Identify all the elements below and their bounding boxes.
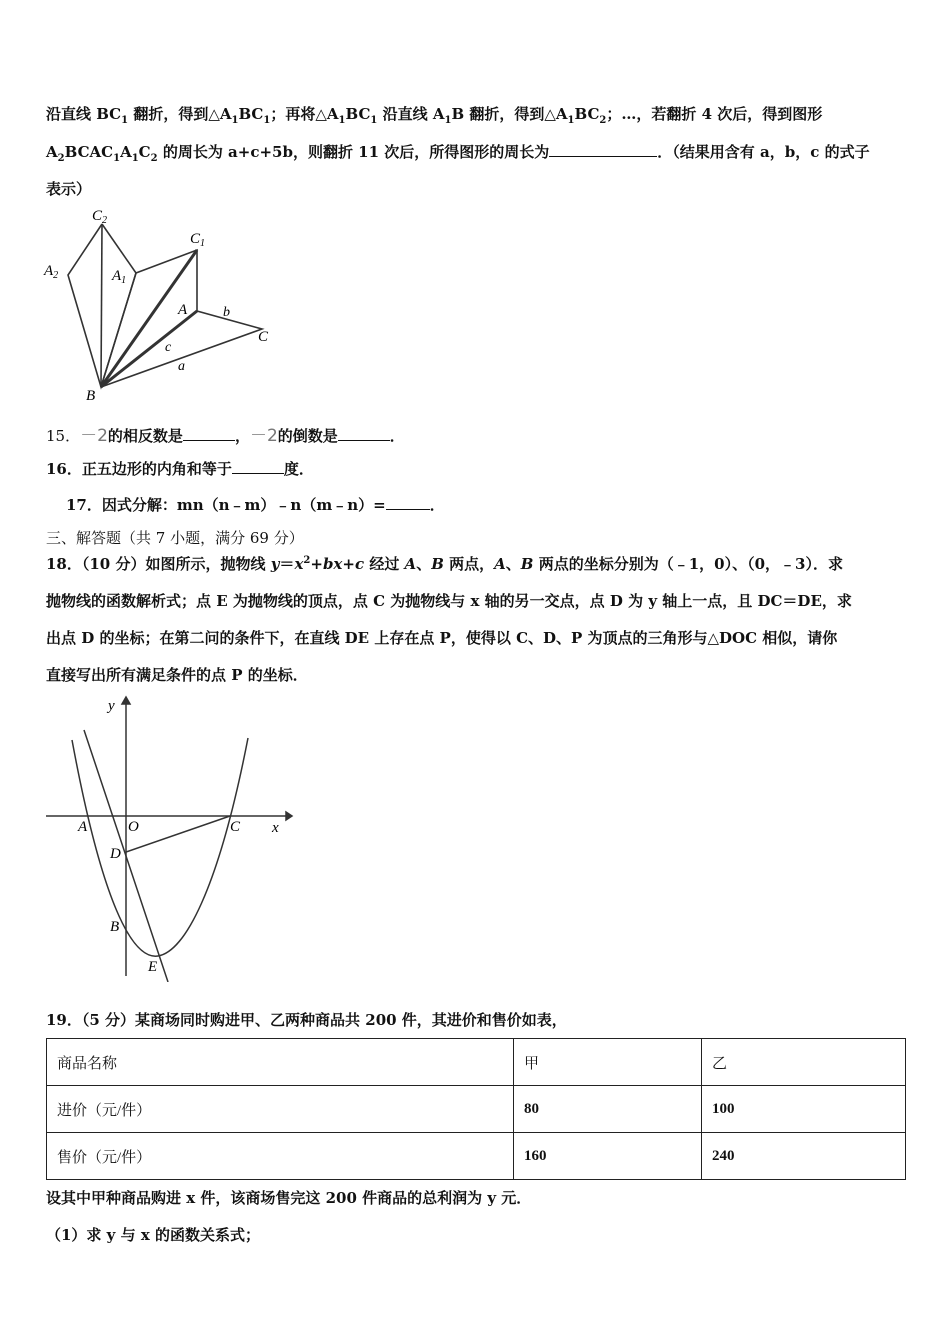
question-19-sub1: （1）求 y 与 x 的函数关系式；	[46, 1226, 260, 1244]
question-19-intro: 19．（5 分）某商场同时购进甲、乙两种商品共 200 件，其进价和售价如表，	[46, 1011, 567, 1029]
subscript: 2	[57, 153, 65, 164]
question-number: 15．	[46, 427, 81, 445]
label-C: C	[230, 819, 241, 835]
question-19-after: 设其中甲种商品购进 x 件，该商场售完这 200 件商品的总利润为 y 元．	[46, 1189, 532, 1207]
text: 、	[416, 555, 432, 573]
table-cell: 甲	[514, 1039, 702, 1086]
fold-figure	[40, 203, 280, 403]
label-C: C	[258, 329, 269, 345]
text: BC	[345, 105, 371, 123]
question-17	[66, 494, 445, 515]
text: 的相反数是	[107, 427, 183, 445]
text: ；再将△A	[270, 105, 339, 123]
label-O: O	[128, 819, 139, 835]
question-16	[46, 458, 314, 479]
text: 经过	[364, 555, 405, 573]
math: x	[294, 555, 304, 573]
math: +	[310, 555, 323, 573]
parabola-curve	[72, 738, 248, 956]
x-axis-arrow	[286, 812, 292, 820]
text: B 翻折，得到△A	[451, 105, 568, 123]
question-15	[46, 421, 405, 446]
label-a: a	[178, 359, 185, 374]
subscript: 1	[444, 115, 452, 126]
text: 两点，	[443, 555, 495, 573]
question-18-line4: 直接写出所有满足条件的点 P 的坐标．	[46, 666, 308, 684]
table-cell: 售价（元/件）	[47, 1133, 514, 1180]
table-cell: 商品名称	[47, 1039, 514, 1086]
text: 两点的坐标分别为（﹣1，0）、（0，﹣3）．求	[533, 555, 843, 573]
subscript: 1	[338, 115, 346, 126]
answer-blank[interactable]	[183, 426, 235, 441]
text: 18．（10 分）如图所示，抛物线	[46, 555, 271, 573]
question-18-line1	[46, 553, 843, 574]
label-B: B	[86, 388, 96, 403]
table-cell: 乙	[702, 1039, 906, 1086]
text: 17．因式分解：mn（n﹣m）﹣n（m﹣n）=	[66, 496, 386, 514]
label-c: c	[165, 340, 172, 355]
subscript: 1	[263, 115, 271, 126]
math-value: －2	[80, 426, 108, 446]
table-cell: 80	[514, 1086, 702, 1133]
subscript: 2	[150, 153, 158, 164]
text: 度．	[283, 460, 314, 478]
answer-blank[interactable]	[549, 142, 657, 157]
question-18-line3: 出点 D 的坐标；在第二问的条件下，在直线 DE 上存在点 P，使得以 C、D、P 为顶点的三角形与△DOC 相似，请你	[46, 629, 838, 647]
problem14-line1	[46, 103, 822, 126]
text: ，	[234, 427, 250, 445]
label-D: D	[110, 846, 121, 862]
text: A	[46, 143, 58, 161]
math: A	[494, 555, 506, 573]
text: ．	[389, 427, 405, 445]
segment-DC	[126, 816, 230, 852]
text: 16．正五边形的内角和等于	[46, 460, 232, 478]
text: 表示）	[46, 180, 92, 198]
answer-blank[interactable]	[338, 426, 390, 441]
label-A: A	[178, 302, 188, 318]
math: +	[342, 555, 355, 573]
text: 沿直线 A	[377, 105, 445, 123]
subscript: 1	[113, 153, 121, 164]
label-C1: $C_1$	[190, 231, 206, 249]
subscript: 1	[231, 115, 239, 126]
subscript: 2	[599, 115, 607, 126]
answer-blank[interactable]	[386, 495, 430, 510]
text: ．（结果用含有 a，b，c 的式子	[657, 143, 870, 161]
text: BC	[574, 105, 600, 123]
text: 、	[505, 555, 521, 573]
label-A: A	[78, 819, 88, 835]
text: BCAC	[64, 143, 114, 161]
label-B: B	[110, 919, 120, 935]
label-x: x	[272, 820, 279, 836]
parabola-figure	[40, 692, 300, 982]
text: A	[120, 143, 132, 161]
table-cell: 进价（元/件）	[47, 1086, 514, 1133]
superscript: 2	[303, 555, 311, 566]
price-table	[46, 1038, 906, 1180]
text: BC	[238, 105, 264, 123]
section-heading: 三、解答题（共 7 小题，满分 69 分）	[46, 529, 304, 547]
text: 沿直线 BC	[46, 105, 122, 123]
math: B	[520, 555, 534, 573]
answer-blank[interactable]	[232, 459, 284, 474]
label-A1: $A_1$	[112, 268, 127, 286]
label-y: y	[108, 698, 115, 714]
question-18-line2: 抛物线的函数解析式；点 E 为抛物线的顶点，点 C 为抛物线与 x 轴的另一交点，点 D 为 y 轴上一点，且 DC＝DE，求	[46, 592, 852, 610]
table-row	[47, 1086, 906, 1133]
math: B	[431, 555, 444, 573]
subscript: 1	[121, 115, 129, 126]
fig1-edge	[101, 311, 197, 387]
text: C	[138, 143, 151, 161]
math: bx	[322, 555, 343, 573]
text: 的周长为 a+c+5b，则翻折 11 次后，所得图形的周长为	[157, 143, 550, 161]
label-b: b	[223, 305, 230, 320]
fig1-edge	[102, 224, 136, 273]
subscript: 1	[567, 115, 575, 126]
table-cell: 100	[702, 1086, 906, 1133]
math: y	[270, 555, 280, 573]
subscript: 1	[131, 153, 139, 164]
label-C2: $C_2$	[92, 208, 108, 226]
label-E: E	[148, 959, 158, 975]
fig1-outline	[68, 224, 262, 387]
text: 的倒数是	[277, 427, 338, 445]
y-axis-arrow	[122, 697, 130, 704]
math: A	[404, 555, 417, 573]
text: 翻折，得到△A	[128, 105, 232, 123]
table-row	[47, 1039, 906, 1086]
fig1-edge	[101, 224, 102, 387]
fig1-edge	[101, 273, 136, 387]
table-cell: 160	[514, 1133, 702, 1180]
subscript: 1	[370, 115, 378, 126]
math: c	[354, 555, 365, 573]
problem14-line2	[46, 141, 870, 164]
problem14-line3	[46, 178, 91, 199]
label-A2: $A_2$	[44, 263, 59, 281]
text: ；…，若翻折 4 次后，得到图形	[606, 105, 823, 123]
table-cell: 240	[702, 1133, 906, 1180]
text: ．	[429, 496, 445, 514]
math-value: －2	[249, 426, 278, 446]
math: ＝	[279, 555, 295, 573]
table-row	[47, 1133, 906, 1180]
